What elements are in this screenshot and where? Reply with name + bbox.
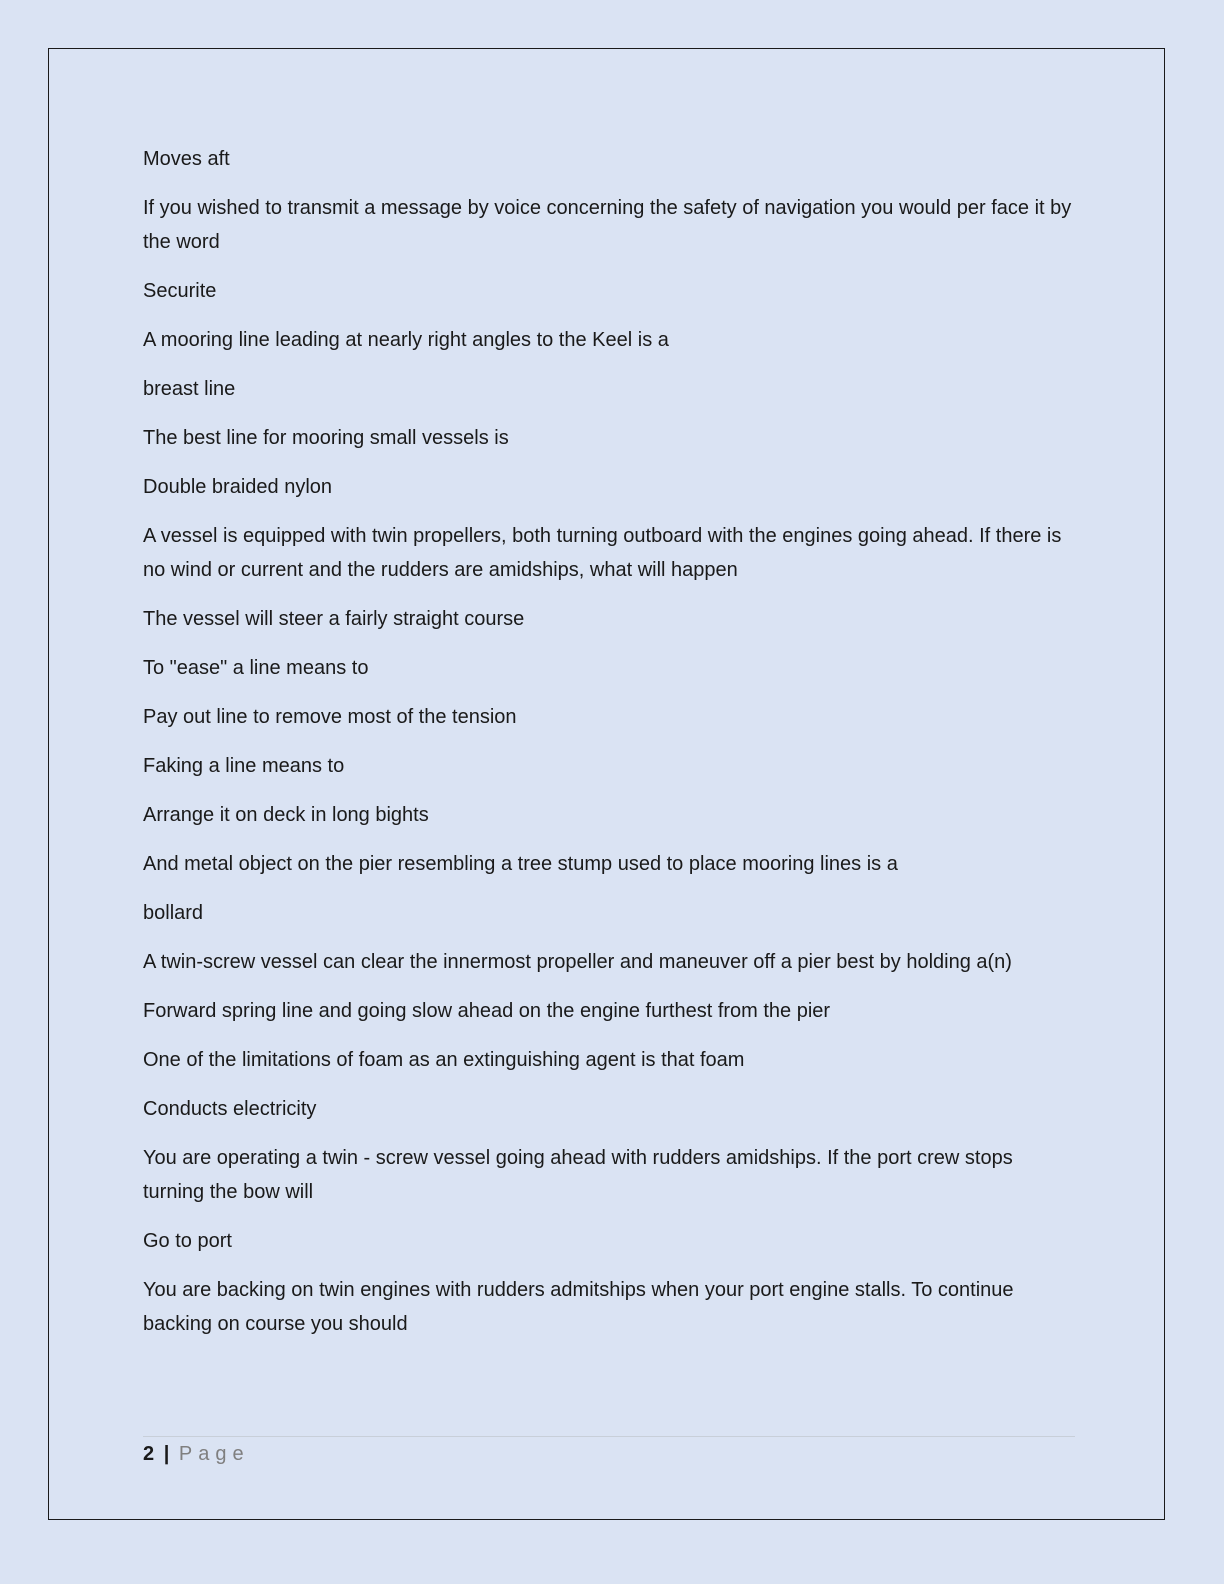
paragraph: Securite <box>143 280 217 302</box>
paragraph: breast line <box>143 378 236 400</box>
page-separator: | <box>163 1443 170 1465</box>
paragraph: bollard <box>143 902 204 924</box>
paragraph: The best line for mooring small vessels is <box>143 427 509 449</box>
paragraph: You are operating a twin - screw vessel going ahead with rudders amidships. If the port crew stops turning the bow will <box>143 1147 1013 1203</box>
paragraph: Faking a line means to <box>143 755 345 777</box>
paragraph: The vessel will steer a fairly straight course <box>143 608 525 630</box>
footer-divider <box>143 1436 1075 1437</box>
paragraph: Pay out line to remove most of the tension <box>143 706 517 728</box>
paragraph: Forward spring line and going slow ahead on the engine furthest from the pier <box>143 1000 831 1022</box>
page-number: 2 <box>143 1443 155 1465</box>
paragraph: To "ease" a line means to <box>143 657 369 679</box>
paragraph: Moves aft <box>143 148 230 170</box>
paragraph: One of the limitations of foam as an extinguishing agent is that foam <box>143 1049 745 1071</box>
page-label: Page <box>178 1443 250 1465</box>
paragraph: If you wished to transmit a message by voice concerning the safety of navigation you would per face it by the word <box>143 197 1072 253</box>
paragraph: You are backing on twin engines with rudders admitships when your port engine stalls. To continue backing on course you should <box>143 1279 1014 1335</box>
paragraph: And metal object on the pier resembling a tree stump used to place mooring lines is a <box>143 853 898 875</box>
paragraph: A mooring line leading at nearly right angles to the Keel is a <box>143 329 669 351</box>
document-body <box>143 142 1078 1356</box>
paragraph: Go to port <box>143 1230 232 1252</box>
paragraph: A twin-screw vessel can clear the innermost propeller and maneuver off a pier best by holding a(n) <box>143 951 1012 973</box>
paragraph: A vessel is equipped with twin propellers, both turning outboard with the engines going ahead. If there is no wind or current and the rudders are amidships, what will happen <box>143 525 1062 581</box>
paragraph: Double braided nylon <box>143 476 333 498</box>
paragraph: Conducts electricity <box>143 1098 317 1120</box>
page-footer <box>143 1439 250 1469</box>
paragraph: Arrange it on deck in long bights <box>143 804 429 826</box>
